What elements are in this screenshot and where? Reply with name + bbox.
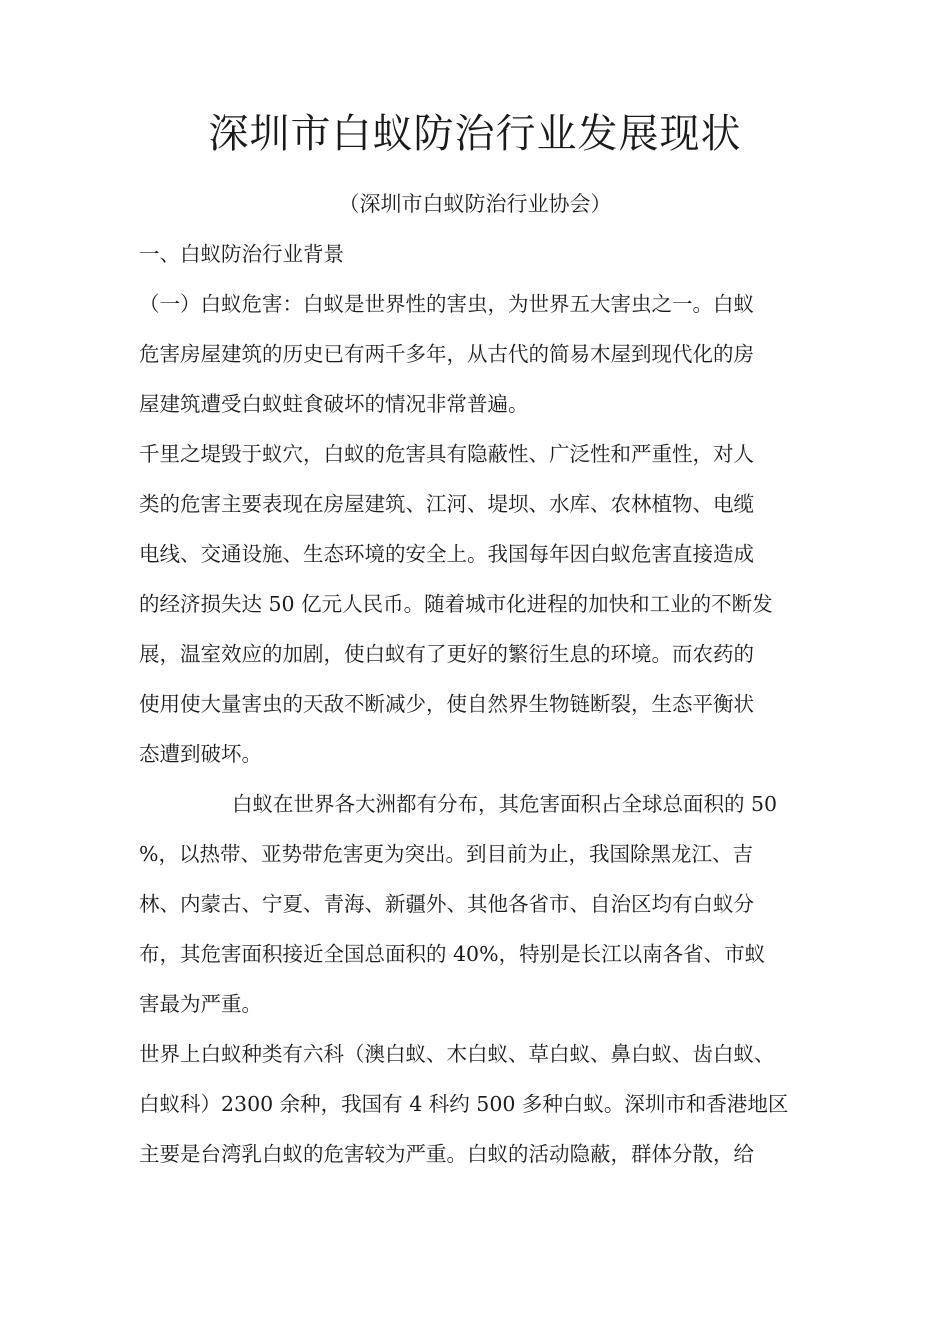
text-line: 的经济损失达 50 亿元人民币。随着城市化进程的加快和工业的不断发 <box>139 592 773 616</box>
text-line: 主要是台湾乳白蚁的危害较为严重。白蚁的活动隐蔽，群体分散，给 <box>139 1142 754 1166</box>
text-line: 类的危害主要表现在房屋建筑、江河、堤坝、水库、农林植物、电缆 <box>139 492 754 516</box>
text-line: 千里之堤毁于蚁穴，白蚁的危害具有隐蔽性、广泛性和严重性，对人 <box>139 442 754 466</box>
text-line: 害最为严重。 <box>139 992 262 1016</box>
text-line: 危害房屋建筑的历史已有两千多年，从古代的简易木屋到现代化的房 <box>139 342 754 366</box>
text-line: 白蚁科）2300 余种，我国有 4 科约 500 多种白蚁。深圳市和香港地区 <box>139 1092 789 1116</box>
text-line: 屋建筑遭受白蚁蛀食破坏的情况非常普遍。 <box>139 392 529 416</box>
text-line: 电线、交通设施、生态环境的安全上。我国每年因白蚁危害直接造成 <box>139 542 754 566</box>
text-line: 世界上白蚁种类有六科（澳白蚁、木白蚁、草白蚁、鼻白蚁、齿白蚁、 <box>139 1042 775 1066</box>
text-line-indented: 白蚁在世界各大洲都有分布，其危害面积占全球总面积的 50 <box>232 792 778 816</box>
document-title: 深圳市白蚁防治行业发展现状 <box>208 111 742 157</box>
text-line: 态遭到破坏。 <box>139 742 262 766</box>
text-line: 展，温室效应的加剧，使白蚁有了更好的繁衍生息的环境。而农药的 <box>139 642 754 666</box>
text-line: （一）白蚁危害：白蚁是世界性的害虫，为世界五大害虫之一。白蚁 <box>139 292 754 316</box>
text-line: 林、内蒙古、宁夏、青海、新疆外、其他各省市、自治区均有白蚁分 <box>139 892 754 916</box>
text-line: %，以热带、亚势带危害更为突出。到目前为止，我国除黑龙江、吉 <box>139 842 753 866</box>
document-subtitle: （深圳市白蚁防治行业协会） <box>338 192 612 216</box>
text-line: 使用使大量害虫的天敌不断减少，使自然界生物链断裂，生态平衡状 <box>139 692 754 716</box>
section-heading: 一、白蚁防治行业背景 <box>139 242 344 266</box>
text-line: 布，其危害面积接近全国总面积的 40%，特别是长江以南各省、市蚁 <box>139 942 766 966</box>
